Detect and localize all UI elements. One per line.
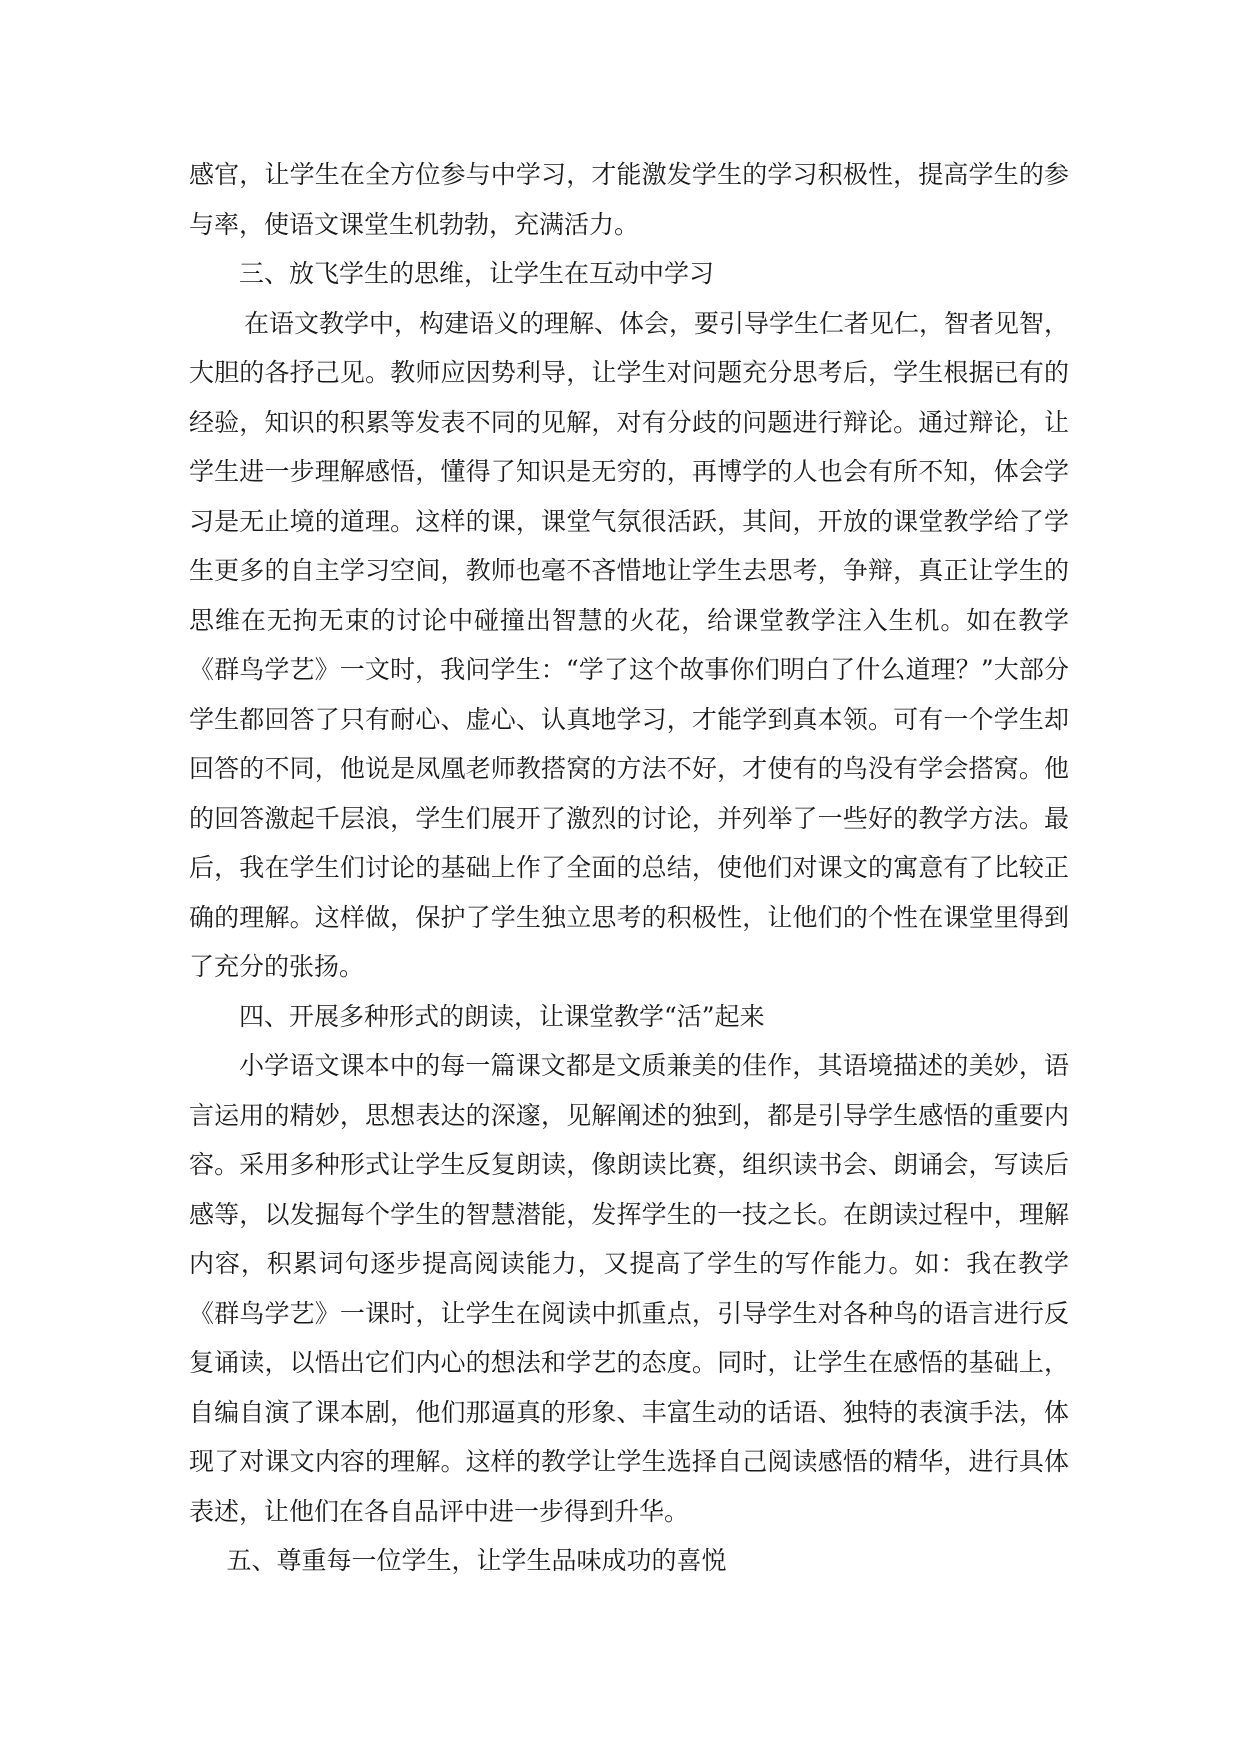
section-heading-5: 五、尊重每一位学生，让学生品味成功的喜悦 xyxy=(226,1546,727,1575)
paragraph-continuation: 感官，让学生在全方位参与中学习，才能激发学生的学习积极性，提高学生的参与率，使语文课堂生机勃勃，充满活力。 xyxy=(189,160,1069,239)
paragraph-section-3: 在语文教学中，构建语义的理解、体会，要引导学生仁者见仁，智者见智，大胆的各抒己见。教师应因势利导，让学生对问题充分思考后，学生根据已有的经验，知识的积累等发表不同的见解，对有分歧的问题进行辩论。通过辩论，让学生进一步理解感悟，懂得了知识是无穷的，再博学的人也会有所不知，体会学习是无止境的道理。这样的课，课堂气氛很活跃，其间，开放的课堂教学给了学生更多的自主学习空间，教师也毫不吝惜地让学生去思考，争辩，真正让学生的思维在无拘无束的讨论中碰撞出智慧的火花，给课堂教学注入生机。如在教学《群鸟学艺》一文时，我问学生：“学了这个故事你们明白了什么道理？”大部分学生都回答了只有耐心、虚心、认真地学习，才能学到真本领。可有一个学生却回答的不同，他说是凤凰老师教搭窝的方法不好，才使有的鸟没有学会搭窝。他的回答激起千层浪，学生们展开了激烈的讨论，并列举了一些好的教学方法。最后，我在学生们讨论的基础上作了全面的总结，使他们对课文的寓意有了比较正确的理解。这样做，保护了学生独立思考的积极性，让他们的个性在课堂里得到了充分的张扬。 xyxy=(189,308,1070,981)
document-body xyxy=(189,150,1069,1586)
paragraph-section-4: 小学语文课本中的每一篇课文都是文质兼美的佳作，其语境描述的美妙，语言运用的精妙，思想表达的深邃，见解阐述的独到，都是引导学生感悟的重要内容。采用多种形式让学生反复朗读，像朗读比赛，组织读书会、朗诵会，写读后感等，以发掘每个学生的智慧潜能，发挥学生的一技之长。在朗读过程中，理解内容，积累词句逐步提高阅读能力，又提高了学生的写作能力。如：我在教学《群鸟学艺》一课时，让学生在阅读中抓重点，引导学生对各种鸟的语言进行反复诵读，以悟出它们内心的想法和学艺的态度。同时，让学生在感悟的基础上，自编自演了课本剧，他们那逼真的形象、丰富生动的话语、独特的表演手法，体现了对课文内容的理解。这样的教学让学生选择自己阅读感悟的精华，进行具体表述，让他们在各自品评中进一步得到升华。 xyxy=(189,1051,1069,1526)
section-heading-3: 三、放飞学生的思维，让学生在互动中学习 xyxy=(239,259,715,288)
section-heading-4: 四、开展多种形式的朗读，让课堂教学“活”起来 xyxy=(239,1001,765,1031)
